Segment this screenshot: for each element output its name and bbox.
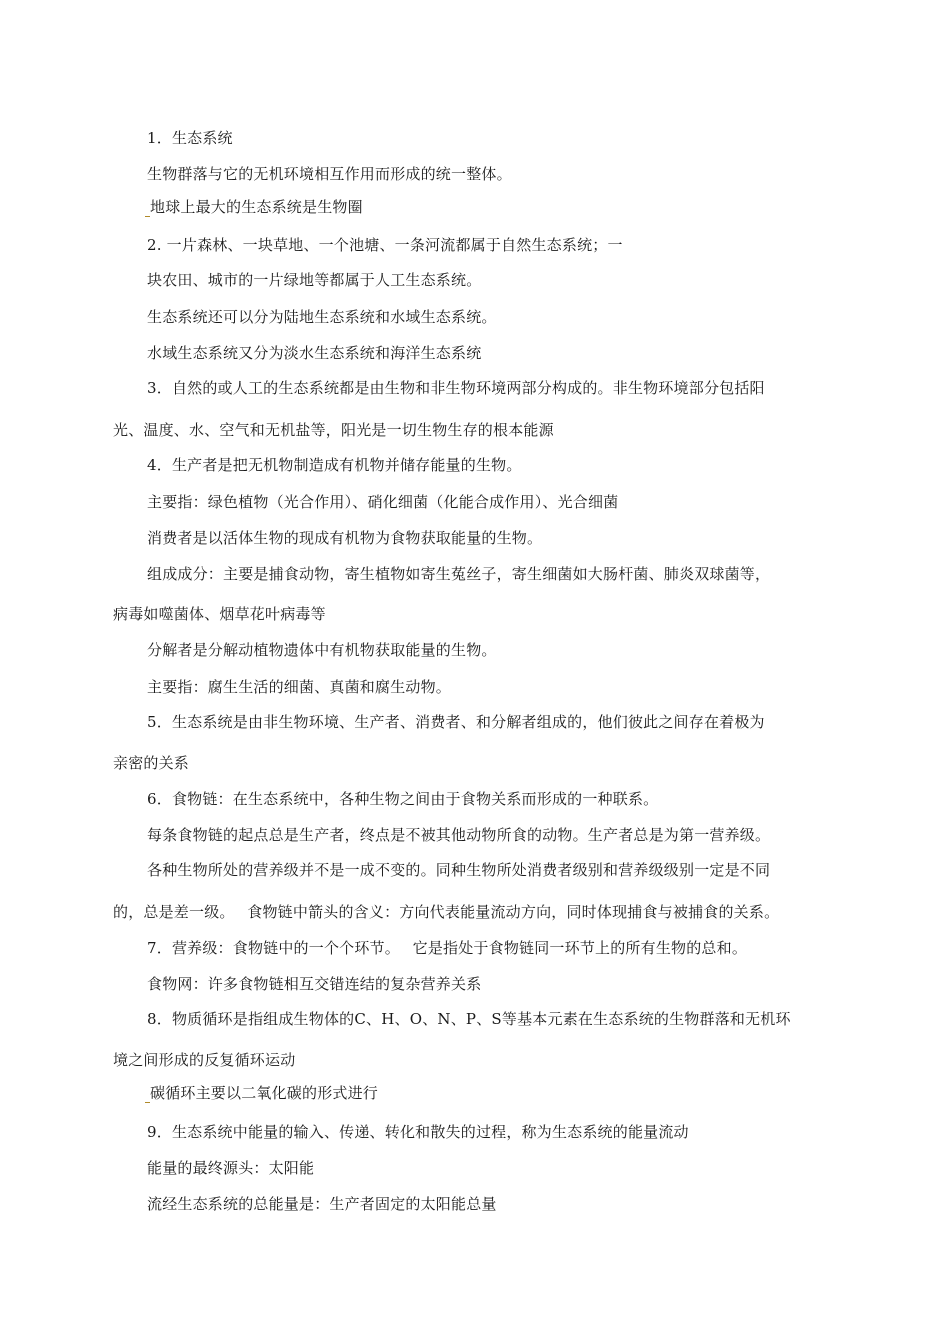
text-line-29: 能量的最终源头：太阳能: [147, 1159, 315, 1177]
text-line-24: 食物网：许多食物链相互交错连结的复杂营养关系: [147, 975, 482, 993]
text-line-22: 的，总是差一级。 食物链中箭头的含义：方向代表能量流动方向，同时体现捕食与被捕食的关系。: [113, 903, 780, 921]
text-line-13: 组成成分：主要是捕食动物，寄生植物如寄生菟丝子，寄生细菌如大肠杆菌、肺炎双球菌等，: [147, 565, 771, 583]
text-line-14: 病毒如噬菌体、烟草花叶病毒等: [113, 605, 326, 623]
text-line-3: 地球上最大的生态系统是生物圈: [145, 197, 363, 217]
text-line-28: 9．生态系统中能量的输入、传递、转化和散失的过程，称为生态系统的能量流动: [147, 1123, 689, 1141]
text-line-26: 境之间形成的反复循环运动: [113, 1051, 296, 1069]
text-line-23: 7．营养级：食物链中的一个个环节。 它是指处于食物链同一环节上的所有生物的总和。: [147, 939, 748, 957]
text-line-10: 4．生产者是把无机物制造成有机物并储存能量的生物。: [147, 456, 522, 474]
text-line-5: 块农田、城市的一片绿地等都属于人工生态系统。: [147, 271, 482, 289]
text-line-9: 光、温度、水、空气和无机盐等，阳光是一切生物生存的根本能源: [113, 421, 554, 439]
text-line-11: 主要指：绿色植物（光合作用）、硝化细菌（化能合成作用）、光合细菌: [147, 493, 619, 511]
text-line-12: 消费者是以活体生物的现成有机物为食物获取能量的生物。: [147, 529, 543, 547]
text-line-4: 2. 一片森林、一块草地、一个池塘、一条河流都属于自然生态系统；一: [147, 236, 623, 254]
text-line-6: 生态系统还可以分为陆地生态系统和水域生态系统。: [147, 308, 497, 326]
text-line-25: 8．物质循环是指组成生物体的C、H、O、N、P、S等基本元素在生态系统的生物群落和无机环: [147, 1010, 791, 1028]
text-line-18: 亲密的关系: [113, 754, 190, 772]
text-line-16: 主要指：腐生生活的细菌、真菌和腐生动物。: [147, 678, 452, 696]
text-line-20: 每条食物链的起点总是生产者，终点是不被其他动物所食的动物。生产者总是为第一营养级。: [147, 826, 771, 844]
text-line-1: 1．生态系统: [147, 129, 233, 147]
text-line-27: 碳循环主要以二氧化碳的形式进行: [145, 1083, 378, 1103]
text-line-17: 5．生态系统是由非生物环境、生产者、消费者、和分解者组成的，他们彼此之间存在着极为: [147, 713, 765, 731]
text-line-2: 生物群落与它的无机环境相互作用而形成的统一整体。: [147, 165, 512, 183]
text-line-15: 分解者是分解动植物遗体中有机物获取能量的生物。: [147, 641, 497, 659]
text-line-8: 3．自然的或人工的生态系统都是由生物和非生物环境两部分构成的。非生物环境部分包括阳: [147, 379, 765, 397]
text-line-19: 6．食物链：在生态系统中，各种生物之间由于食物关系而形成的一种联系。: [147, 790, 659, 808]
text-line-7: 水域生态系统又分为淡水生态系统和海洋生态系统: [147, 344, 482, 362]
text-line-21: 各种生物所处的营养级并不是一成不变的。同种生物所处消费者级别和营养级级别一定是不同: [147, 861, 771, 879]
text-line-30: 流经生态系统的总能量是：生产者固定的太阳能总量: [147, 1195, 497, 1213]
